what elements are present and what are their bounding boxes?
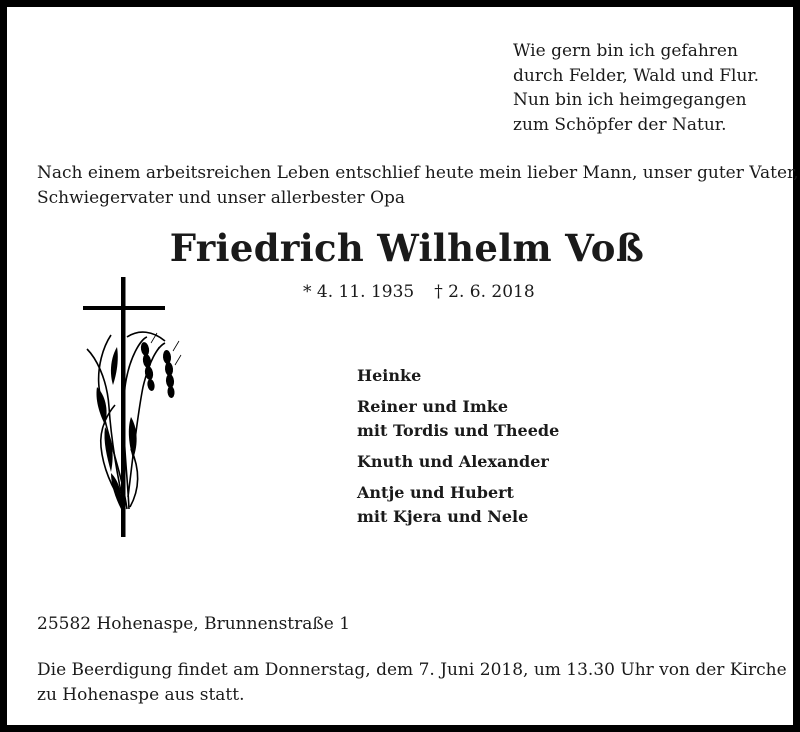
poem-line: Wie gern bin ich gefahren [513, 41, 738, 61]
mourner-group [357, 481, 559, 529]
mourner-line: Knuth und Alexander [357, 452, 549, 471]
mourner-group [357, 395, 559, 443]
poem-line: zum Schöpfer der Natur. [513, 114, 727, 135]
intro-line: Schwiegervater und unser allerbester Opa [37, 187, 406, 208]
mourner-line: Heinke [357, 366, 422, 385]
mourner-group [357, 364, 559, 388]
poem-line: durch Felder, Wald und Flur. [513, 65, 760, 86]
address: 25582 Hohenaspe, Brunnenstraße 1 [37, 614, 351, 634]
life-dates [303, 282, 555, 302]
mourner-line: Reiner und Imke [357, 397, 509, 416]
birth-date: * 4. 11. 1935 [303, 282, 415, 302]
poem [513, 39, 759, 137]
mourner-line: mit Tordis und Theede [357, 421, 560, 440]
intro-line: Nach einem arbeitsreichen Leben entschlief heute mein lieber Mann, unser guter Vater, [37, 163, 799, 183]
mourners-list [357, 364, 559, 536]
deceased-name: Friedrich Wilhelm Voß [169, 226, 645, 270]
mourner-line: Antje und Hubert [357, 483, 514, 502]
cross-with-wheat-icon [81, 277, 191, 539]
mourner-group [357, 450, 559, 474]
mourner-line: mit Kjera und Nele [357, 507, 529, 526]
poem-line: Nun bin ich heimgegangen [513, 90, 747, 110]
death-date: † 2. 6. 2018 [434, 282, 535, 302]
funeral-line: Die Beerdigung findet am Donnerstag, dem 7. Juni 2018, um 13.30 Uhr von der Kirche [37, 660, 787, 680]
intro-text [37, 161, 799, 210]
funeral-notice [37, 658, 787, 707]
funeral-line: zu Hohenaspe aus statt. [37, 684, 245, 705]
